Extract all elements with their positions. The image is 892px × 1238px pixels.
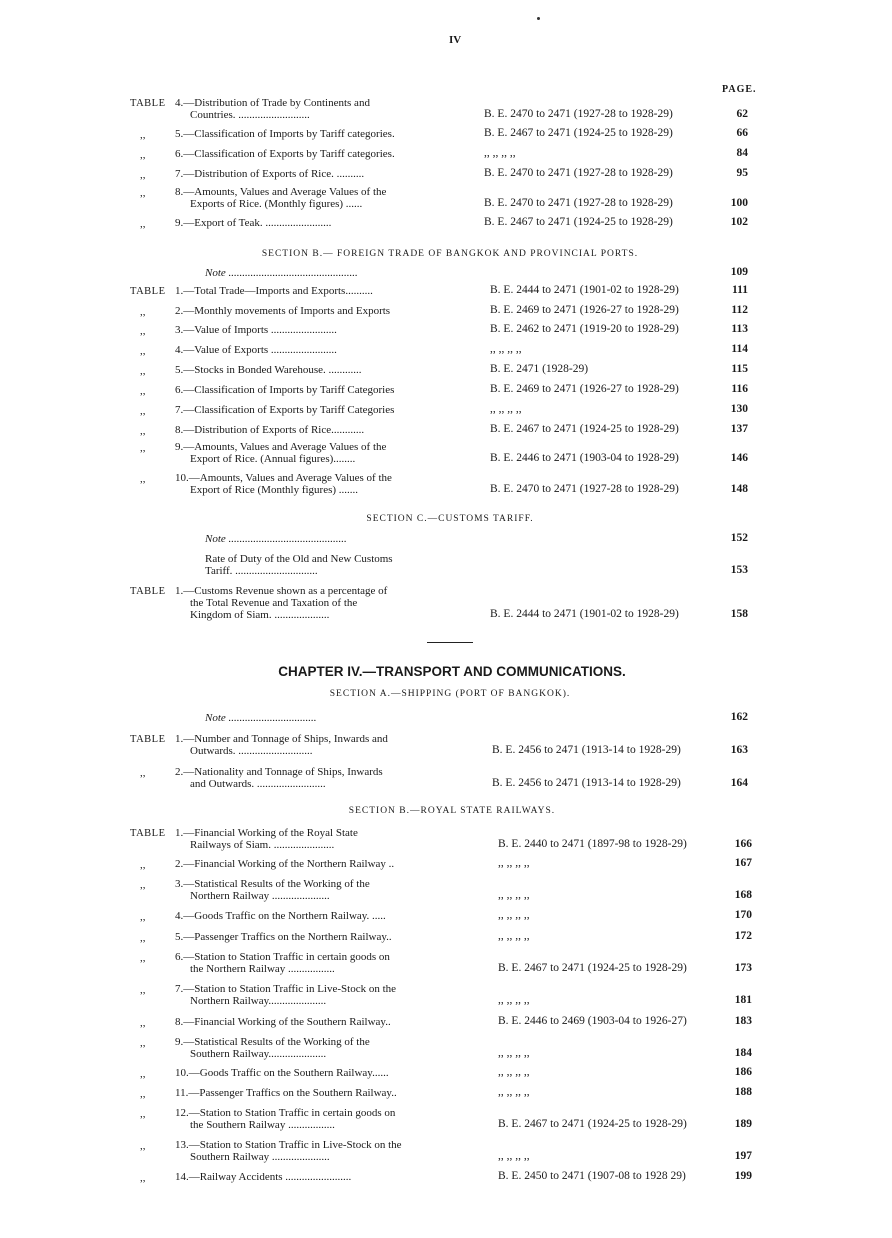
chapter-heading: CHAPTER IV.—TRANSPORT AND COMMUNICATIONS. — [278, 664, 626, 679]
ditto-mark: ,, — [140, 385, 146, 397]
page-ref: 164 — [730, 777, 748, 789]
page-ref: 109 — [730, 266, 748, 278]
ditto-mark: ,, — [140, 932, 146, 944]
table-label: TABLE — [130, 734, 166, 745]
entry-title: 2.—Nationality and Tonnage of Ships, Inwards — [175, 766, 383, 778]
year-range: ,, ,, ,, ,, — [498, 930, 530, 942]
page-ref: 170 — [734, 909, 752, 921]
year-range: ,, ,, ,, ,, — [498, 909, 530, 921]
page-ref: 137 — [730, 423, 748, 435]
ditto-mark: ,, — [140, 129, 146, 141]
year-range: B. E. 2467 to 2471 (1924-25 to 1928-29) — [498, 1118, 687, 1130]
note-entry: Note ............................................... — [205, 267, 358, 279]
page-ref: 100 — [730, 197, 748, 209]
ditto-mark: ,, — [140, 952, 146, 964]
year-range: B. E. 2467 to 2471 (1924-25 to 1928-29) — [484, 216, 673, 228]
year-range: B. E. 2444 to 2471 (1901-02 to 1928-29) — [490, 284, 679, 296]
entry-title: 1.—Customs Revenue shown as a percentage of — [175, 585, 388, 597]
entry-title-continued: Countries. .......................... — [190, 109, 310, 121]
page-ref: 181 — [734, 994, 752, 1006]
entry-title-continued: the Southern Railway ................. — [190, 1119, 335, 1131]
year-range: B. E. 2467 to 2471 (1924-25 to 1928-29) — [484, 127, 673, 139]
year-range: B. E. 2471 (1928-29) — [490, 363, 589, 375]
entry-title: Rate of Duty of the Old and New Customs — [205, 553, 393, 565]
section-heading: SECTION C.—CUSTOMS TARIFF. — [366, 514, 534, 524]
entry-title: 11.—Passenger Traffics on the Southern Railway.. — [175, 1087, 397, 1099]
ditto-mark: ,, — [140, 218, 146, 230]
ditto-mark: ,, — [140, 767, 146, 779]
year-range: B. E. 2444 to 2471 (1901-02 to 1928-29) — [490, 608, 679, 620]
entry-title: 7.—Classification of Exports by Tariff Categories — [175, 404, 395, 416]
entry-title: 9.—Export of Teak. ........................ — [175, 217, 332, 229]
entry-title: 4.—Goods Traffic on the Northern Railway. ..... — [175, 910, 386, 922]
page-ref: 152 — [730, 532, 748, 544]
page-ref: 158 — [730, 608, 748, 620]
page-column-header: PAGE. — [722, 84, 757, 95]
entry-title: 3.—Statistical Results of the Working of the — [175, 878, 370, 890]
year-range: B. E. 2456 to 2471 (1913-14 to 1928-29) — [492, 777, 681, 789]
note-entry: Note ................................ — [205, 712, 317, 724]
entry-title-continued: Export of Rice (Monthly figures) ....... — [190, 484, 359, 496]
year-range: ,, ,, ,, ,, — [498, 1086, 530, 1098]
entry-title: 5.—Stocks in Bonded Warehouse. ............ — [175, 364, 362, 376]
page-ref: 162 — [730, 711, 748, 723]
entry-title: 8.—Amounts, Values and Average Values of the — [175, 186, 387, 198]
entry-title: 8.—Distribution of Exports of Rice............ — [175, 424, 365, 436]
entry-title: 10.—Goods Traffic on the Southern Railway...... — [175, 1067, 389, 1079]
page-ref: 163 — [730, 744, 748, 756]
ditto-mark: ,, — [140, 149, 146, 161]
entry-title-continued: Exports of Rice. (Monthly figures) ...... — [190, 198, 363, 210]
ditto-mark: ,, — [140, 345, 146, 357]
entry-title: 13.—Station to Station Traffic in Live-Stock on the — [175, 1139, 402, 1151]
table-label: TABLE — [130, 586, 166, 597]
page-ref: 189 — [734, 1118, 752, 1130]
ditto-mark: ,, — [140, 1172, 146, 1184]
entry-title: 5.—Classification of Imports by Tariff categories. — [175, 128, 395, 140]
ditto-mark: ,, — [140, 425, 146, 437]
ditto-mark: ,, — [140, 984, 146, 996]
page-ref: 148 — [730, 483, 748, 495]
page-ref: 84 — [736, 147, 748, 159]
ditto-mark: ,, — [140, 1108, 146, 1120]
ditto-mark: ,, — [140, 859, 146, 871]
year-range: ,, ,, ,, ,, — [490, 403, 522, 415]
entry-title: 6.—Station to Station Traffic in certain goods on — [175, 951, 390, 963]
entry-title: 1.—Total Trade—Imports and Exports.......... — [175, 285, 373, 297]
page-ref: 184 — [734, 1047, 752, 1059]
ditto-mark: ,, — [140, 405, 146, 417]
year-range: ,, ,, ,, ,, — [498, 994, 530, 1006]
year-range: ,, ,, ,, ,, — [498, 889, 530, 901]
page-ref: 115 — [731, 363, 748, 375]
ditto-mark: ,, — [140, 1037, 146, 1049]
ditto-mark: ,, — [140, 473, 146, 485]
section-heading: SECTION A.—SHIPPING (PORT OF BANGKOK). — [329, 689, 571, 699]
year-range: B. E. 2467 to 2471 (1924-25 to 1928-29) — [490, 423, 679, 435]
section-heading: SECTION B.— FOREIGN TRADE OF BANGKOK AND PROVINCIAL PORTS. — [261, 249, 639, 259]
page-ref: 199 — [734, 1170, 752, 1182]
page-ref: 168 — [734, 889, 752, 901]
page-ref: 130 — [730, 403, 748, 415]
entry-title-continued: Southern Railway..................... — [190, 1048, 327, 1060]
table-label: TABLE — [130, 286, 166, 297]
page-ref: 113 — [731, 323, 748, 335]
ditto-mark: ,, — [140, 1088, 146, 1100]
entry-title-continued: the Northern Railway ................. — [190, 963, 335, 975]
page-ref: 95 — [736, 167, 748, 179]
page-ref: 62 — [736, 108, 748, 120]
entry-title: 1.—Number and Tonnage of Ships, Inwards and — [175, 733, 388, 745]
page-ref: 186 — [734, 1066, 752, 1078]
ditto-mark: ,, — [140, 911, 146, 923]
entry-title: 6.—Classification of Exports by Tariff categories. — [175, 148, 395, 160]
ditto-mark: ,, — [140, 169, 146, 181]
entry-title-continued: Kingdom of Siam. .................... — [190, 609, 330, 621]
entry-title-continued: Tariff. .............................. — [205, 565, 318, 577]
year-range: ,, ,, ,, ,, — [498, 1066, 530, 1078]
entry-title: 9.—Statistical Results of the Working of the — [175, 1036, 370, 1048]
page-ref: 111 — [732, 284, 748, 296]
entry-title: 7.—Distribution of Exports of Rice. .......... — [175, 168, 365, 180]
ditto-mark: ,, — [140, 442, 146, 454]
section-divider-rule — [427, 642, 473, 643]
section-heading: SECTION B.—ROYAL STATE RAILWAYS. — [348, 806, 556, 816]
entry-title: 7.—Station to Station Traffic in Live-Stock on the — [175, 983, 397, 995]
page-ref: 116 — [731, 383, 748, 395]
table-label: TABLE — [130, 98, 166, 109]
ditto-mark: ,, — [140, 325, 146, 337]
entry-title: 6.—Classification of Imports by Tariff Categories — [175, 384, 395, 396]
table-label: TABLE — [130, 828, 166, 839]
year-range: ,, ,, ,, ,, — [484, 147, 516, 159]
ditto-mark: ,, — [140, 1017, 146, 1029]
page-ref: 183 — [734, 1015, 752, 1027]
page-ref: 112 — [731, 304, 748, 316]
year-range: B. E. 2469 to 2471 (1926-27 to 1928-29) — [490, 383, 679, 395]
page-ref: 66 — [736, 127, 748, 139]
page-ref: 172 — [734, 930, 752, 942]
year-range: ,, ,, ,, ,, — [498, 1047, 530, 1059]
year-range: ,, ,, ,, ,, — [498, 1150, 530, 1162]
ditto-mark: ,, — [140, 306, 146, 318]
year-range: B. E. 2462 to 2471 (1919-20 to 1928-29) — [490, 323, 679, 335]
year-range: B. E. 2456 to 2471 (1913-14 to 1928-29) — [492, 744, 681, 756]
entry-title: 4.—Distribution of Trade by Continents and — [175, 97, 370, 109]
year-range: B. E. 2440 to 2471 (1897-98 to 1928-29) — [498, 838, 687, 850]
ditto-mark: ,, — [140, 879, 146, 891]
note-entry: Note ........................................... — [205, 533, 347, 545]
year-range: ,, ,, ,, ,, — [498, 857, 530, 869]
page-ref: 102 — [730, 216, 748, 228]
year-range: ,, ,, ,, ,, — [490, 343, 522, 355]
entry-title: 2.—Financial Working of the Northern Railway .. — [175, 858, 395, 870]
ditto-mark: ,, — [140, 1140, 146, 1152]
entry-title-continued: and Outwards. ......................... — [190, 778, 326, 790]
page-ref: 197 — [734, 1150, 752, 1162]
entry-title: 10.—Amounts, Values and Average Values of the — [175, 472, 392, 484]
page-ref: 167 — [734, 857, 752, 869]
entry-title-continued: Southern Railway ..................... — [190, 1151, 330, 1163]
entry-title-continued: Railways of Siam. ...................... — [190, 839, 335, 851]
entry-title-continued: Northern Railway ..................... — [190, 890, 330, 902]
ditto-mark: ,, — [140, 365, 146, 377]
ditto-mark: ,, — [140, 187, 146, 199]
year-range: B. E. 2446 to 2471 (1903-04 to 1928-29) — [490, 452, 679, 464]
year-range: B. E. 2469 to 2471 (1926-27 to 1928-29) — [490, 304, 679, 316]
year-range: B. E. 2470 to 2471 (1927-28 to 1928-29) — [484, 167, 673, 179]
entry-title: 14.—Railway Accidents ........................ — [175, 1171, 352, 1183]
entry-title: 1.—Financial Working of the Royal State — [175, 827, 358, 839]
entry-title: 3.—Value of Imports ........................ — [175, 324, 337, 336]
year-range: B. E. 2450 to 2471 (1907-08 to 1928 29) — [498, 1170, 686, 1182]
entry-title: 12.—Station to Station Traffic in certain goods on — [175, 1107, 396, 1119]
entry-title-continued: Export of Rice. (Annual figures)........ — [190, 453, 356, 465]
ditto-mark: ,, — [140, 1068, 146, 1080]
entry-title: 5.—Passenger Traffics on the Northern Railway.. — [175, 931, 392, 943]
page-ref: 188 — [734, 1086, 752, 1098]
entry-title-continued: Northern Railway..................... — [190, 995, 327, 1007]
year-range: B. E. 2470 to 2471 (1927-28 to 1928-29) — [484, 197, 673, 209]
page-ref: 166 — [734, 838, 752, 850]
speck-mark — [537, 17, 540, 20]
page-number: IV — [449, 34, 462, 46]
year-range: B. E. 2470 to 2471 (1927-28 to 1928-29) — [484, 108, 673, 120]
entry-title: 9.—Amounts, Values and Average Values of the — [175, 441, 387, 453]
page-ref: 173 — [734, 962, 752, 974]
entry-title: 4.—Value of Exports ........................ — [175, 344, 337, 356]
entry-title-continued: Outwards. ........................... — [190, 745, 313, 757]
page-ref: 114 — [731, 343, 748, 355]
entry-title: 8.—Financial Working of the Southern Railway.. — [175, 1016, 391, 1028]
entry-title-continued: the Total Revenue and Taxation of the — [190, 597, 358, 609]
page-ref: 153 — [730, 564, 748, 576]
page-ref: 146 — [730, 452, 748, 464]
year-range: B. E. 2470 to 2471 (1927-28 to 1928-29) — [490, 483, 679, 495]
year-range: B. E. 2446 to 2469 (1903-04 to 1926-27) — [498, 1015, 687, 1027]
entry-title: 2.—Monthly movements of Imports and Exports — [175, 305, 391, 317]
year-range: B. E. 2467 to 2471 (1924-25 to 1928-29) — [498, 962, 687, 974]
